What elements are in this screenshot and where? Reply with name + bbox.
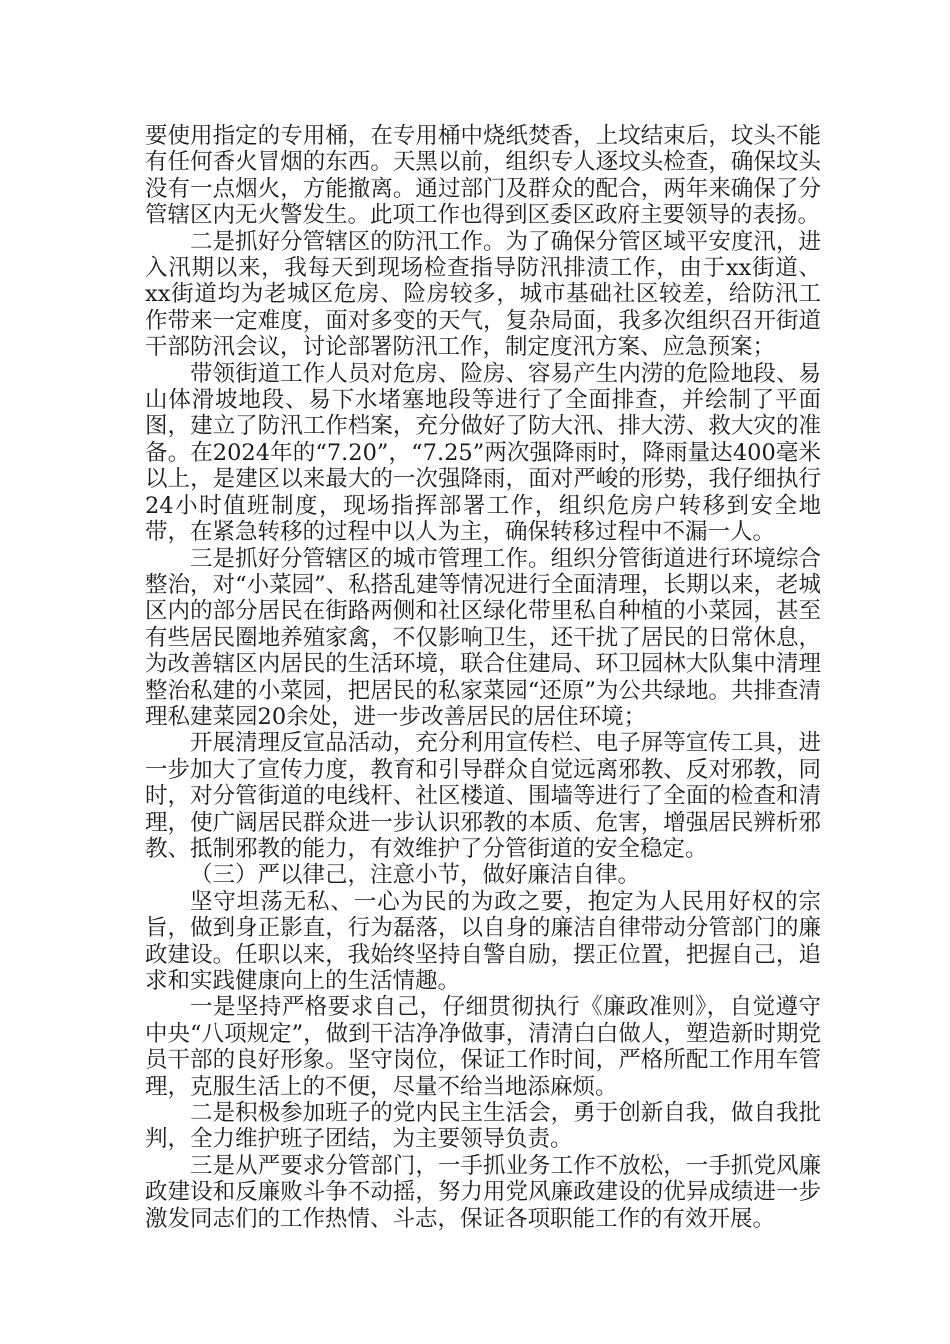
paragraph-democratic-life: 二是积极参加班子的党内民主生活会，勇于创新自我，做自我批判，全力维护班子团结，为主要领导负责。	[145, 1100, 821, 1153]
paragraph-department-requirements: 三是从严要求分管部门，一手抓业务工作不放松，一手抓党风廉政建设和反廉败斗争不动摇，努力用党风廉政建设的优异成绩进一步激发同志们的工作热情、斗志，保证各项职能工作的有效开展。	[145, 1152, 821, 1232]
paragraph-strict-self: 一是坚持严格要求自己，仔细贯彻执行《廉政准则》，自觉遵守中央“八项规定”，做到干洁净净做事，清清白白做人，塑造新时期党员干部的良好形象。坚守岗位，保证工作时间，严格所配工作用车管理，克服生活上的不便，尽量不给当地添麻烦。	[145, 994, 821, 1100]
document-body	[145, 123, 821, 1232]
paragraph-fire-safety-continued: 要使用指定的专用桶，在专用桶中烧纸焚香，上坟结束后，坟头不能有任何香火冒烟的东西。天黑以前，组织专人逐坟头检查，确保坟头没有一点烟火，方能撤离。通过部门及群众的配合，两年来确保了分管辖区内无火警发生。此项工作也得到区委区政府主要领导的表扬。	[145, 123, 821, 229]
section-heading-self-discipline: （三）严以律己，注意小节，做好廉洁自律。	[190, 862, 641, 889]
paragraph-city-management: 三是抓好分管辖区的城市管理工作。组织分管街道进行环境综合整治，对“小菜园”、私搭乱建等情况进行全面清理，长期以来，老城区内的部分居民在街路两侧和社区绿化带里私自种植的小菜园，甚至有些居民圈地养殖家禽，不仅影响卫生，还干扰了居民的日常休息，为改善辖区内居民的生活环境，联合住建局、环卫园林大队集中清理整治私建的小菜园，把居民的私家菜园“还原”为公共绿地。共排查清理私建菜园20余处，进一步改善居民的居住环境；	[145, 545, 821, 730]
paragraph-integrity: 坚守坦荡无私、一心为民的为政之要，抱定为人民用好权的宗旨，做到身正影直，行为磊落，以自身的廉洁自律带动分管部门的廉政建设。任职以来，我始终坚持自警自励，摆正位置，把握自己，追求和实践健康向上的生活情趣。	[145, 888, 821, 994]
paragraph-flood-control: 二是抓好分管辖区的防汛工作。为了确保分管区域平安度汛，进入汛期以来，我每天到现场检查指导防汛排渍工作，由于xx街道、xx街道均为老城区危房、险房较多，城市基础社区较差，给防汛工作带来一定难度，面对多变的天气，复杂局面，我多次组织召开街道干部防汛会议，讨论部署防汛工作，制定度汛方案、应急预案；	[145, 228, 821, 361]
paragraph-anti-cult: 开展清理反宣品活动，充分利用宣传栏、电子屏等宣传工具，进一步加大了宣传力度，教育和引导群众自觉远离邪教、反对邪教，同时，对分管街道的电线杆、社区楼道、围墙等进行了全面的检查和清理，使广阔居民群众进一步认识邪教的本质、危害，增强居民辨析邪教、抵制邪教的能力，有效维护了分管街道的安全稳定。	[145, 730, 821, 862]
paragraph-flood-inspection: 带领街道工作人员对危房、险房、容易产生内涝的危险地段、易山体滑坡地段、易下水堵塞地段等进行了全面排查，并绘制了平面图，建立了防汛工作档案，充分做好了防大汛、排大涝、救大灾的准备。在2024年的“7.20”，“7.25”两次强降雨时，降雨量达400毫米以上，是建区以来最大的一次强降雨，面对严峻的形势，我仔细执行24小时值班制度，现场指挥部署工作，组织危房户转移到安全地带，在紧急转移的过程中以人为主，确保转移过程中不漏一人。	[145, 360, 821, 546]
